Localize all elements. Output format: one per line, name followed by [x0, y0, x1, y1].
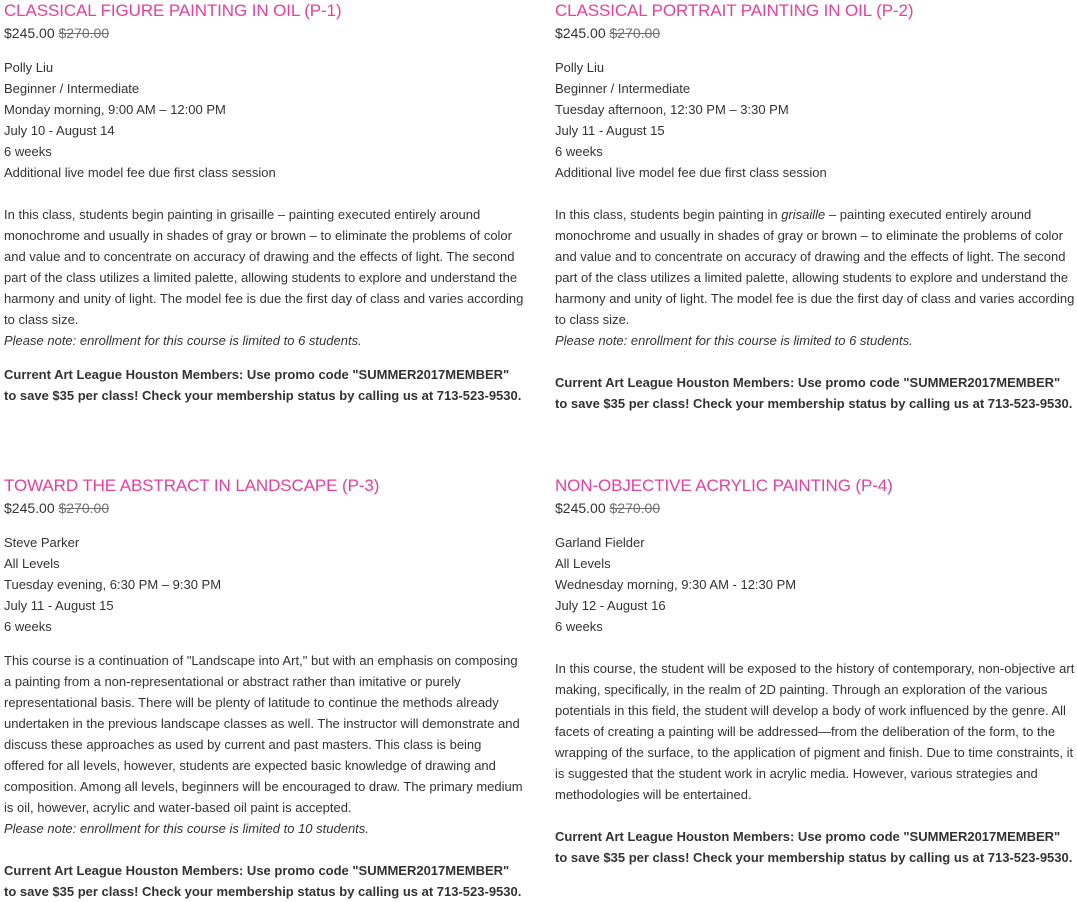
- schedule: Tuesday afternoon, 12:30 PM – 3:30 PM: [555, 102, 789, 117]
- course-card-p3: [4, 475, 524, 902]
- level: All Levels: [4, 556, 60, 571]
- course-description: [555, 658, 1075, 805]
- price: [555, 497, 1075, 519]
- dates: July 11 - August 15: [555, 123, 665, 138]
- description-text: In this class, students begin painting in grisaille – painting executed entirely around monochrome and usually in shades of gray or brown – to eliminate the problems of color and value and to concentrate on accuracy of drawing and the effects of light. The second part of the class utilizes a limited palette, allowing students to explore and understand the harmony and unity of light. The model fee is due the first day of class and varies according to class size.: [4, 207, 524, 327]
- instructor: Steve Parker: [4, 535, 80, 550]
- duration: 6 weeks: [555, 619, 603, 634]
- dates: July 10 - August 14: [4, 123, 115, 138]
- description-text-start: In this class, students begin painting in: [555, 207, 782, 222]
- course-details: [555, 532, 1075, 637]
- extra-fee-note: Additional live model fee due first class session: [4, 165, 276, 180]
- sale-price: $245.00: [4, 500, 55, 516]
- level: All Levels: [555, 556, 611, 571]
- course-card-p4: [555, 475, 1075, 868]
- sale-price: $245.00: [555, 500, 606, 516]
- duration: 6 weeks: [4, 619, 52, 634]
- description-emphasis: grisaille: [781, 207, 826, 222]
- description-text: In this course, the student will be exposed to the history of contemporary, non-objective art making, specifically, in the realm of 2D painting. Through an exploration of the various potentials in this field, the student will develop a body of work influenced by the genre. All facets of creating a painting will be addressed—from the deliberation of the form, to the wrapping of the surface, to the application of pigment and finish. Due to time constraints, it is suggested that the student work in acrylic media. However, various strategies and methodologies will be entertained.: [555, 661, 1075, 802]
- course-card-p2: [555, 0, 1075, 414]
- level: Beginner / Intermediate: [555, 81, 691, 96]
- member-promo: Current Art League Houston Members: Use promo code "SUMMER2017MEMBER" to save $35 per class! Check your membership status by calling us at 713-523-9530.: [555, 375, 1073, 411]
- description-text: [555, 204, 1075, 330]
- member-promo: Current Art League Houston Members: Use promo code "SUMMER2017MEMBER" to save $35 per class! Check your membership status by calling us at 713-523-9530.: [4, 863, 522, 899]
- price: [555, 22, 1075, 44]
- description-text-end: – painting executed entirely around monochrome and usually in shades of gray or brown – to eliminate the problems of color and value and to concentrate on accuracy of drawing and the effects of light. The second part of the class utilizes a limited palette, allowing students to explore and understand the harmony and unity of light. The model fee is due the first day of class and varies according to class size.: [555, 207, 1075, 327]
- original-price: $270.00: [609, 500, 661, 516]
- dates: July 12 - August 16: [555, 598, 666, 613]
- member-promo: Current Art League Houston Members: Use promo code "SUMMER2017MEMBER" to save $35 per class! Check your membership status by calling us at 713-523-9530.: [555, 829, 1073, 865]
- level: Beginner / Intermediate: [4, 81, 140, 96]
- course-description: [4, 650, 524, 839]
- schedule: Wednesday morning, 9:30 AM - 12:30 PM: [555, 577, 797, 592]
- price: [4, 497, 524, 519]
- original-price: $270.00: [609, 25, 661, 41]
- dates: July 11 - August 15: [4, 598, 114, 613]
- price: [4, 22, 524, 44]
- course-description: [555, 204, 1075, 351]
- sale-price: $245.00: [4, 25, 55, 41]
- schedule: Tuesday evening, 6:30 PM – 9:30 PM: [4, 577, 222, 592]
- schedule: Monday morning, 9:00 AM – 12:00 PM: [4, 102, 226, 117]
- course-details: [4, 532, 524, 637]
- duration: 6 weeks: [555, 144, 603, 159]
- course-details: [555, 57, 1075, 183]
- extra-fee-note: Additional live model fee due first class session: [555, 165, 827, 180]
- course-title-link[interactable]: CLASSICAL PORTRAIT PAINTING IN OIL (P-2): [555, 1, 914, 20]
- description-text: This course is a continuation of "Landscape into Art," but with an emphasis on composing a painting from a non-representational or abstract rather than imitative or purely representational basis. There will be plenty of latitude to continue the methods already undertaken in the previous landscape classes as well. The instructor will demonstrate and discuss these approaches as used by current and past masters. This class is being offered for all levels, however, students are expected basic knowledge of drawing and composition. Among all levels, beginners will be encouraged to draw. The primary medium is oil, however, acrylic and water-based oil paint is accepted.: [4, 653, 523, 815]
- course-title-link[interactable]: CLASSICAL FIGURE PAINTING IN OIL (P-1): [4, 1, 342, 20]
- course-title-link[interactable]: TOWARD THE ABSTRACT IN LANDSCAPE (P-3): [4, 476, 380, 495]
- course-details: [4, 57, 524, 183]
- course-title-link[interactable]: NON-OBJECTIVE ACRYLIC PAINTING (P-4): [555, 476, 893, 495]
- course-description: [4, 204, 524, 351]
- sale-price: $245.00: [555, 25, 606, 41]
- instructor: Polly Liu: [555, 60, 605, 75]
- course-card-p1: [4, 0, 524, 406]
- instructor: Garland Fielder: [555, 535, 645, 550]
- instructor: Polly Liu: [4, 60, 54, 75]
- member-promo: Current Art League Houston Members: Use promo code "SUMMER2017MEMBER" to save $35 per class! Check your membership status by calling us at 713-523-9530.: [4, 367, 522, 403]
- original-price: $270.00: [58, 25, 110, 41]
- enrollment-note: Please note: enrollment for this course is limited to 6 students.: [555, 333, 913, 348]
- original-price: $270.00: [58, 500, 110, 516]
- enrollment-note: Please note: enrollment for this course is limited to 6 students.: [4, 333, 362, 348]
- duration: 6 weeks: [4, 144, 52, 159]
- enrollment-note: Please note: enrollment for this course is limited to 10 students.: [4, 821, 369, 836]
